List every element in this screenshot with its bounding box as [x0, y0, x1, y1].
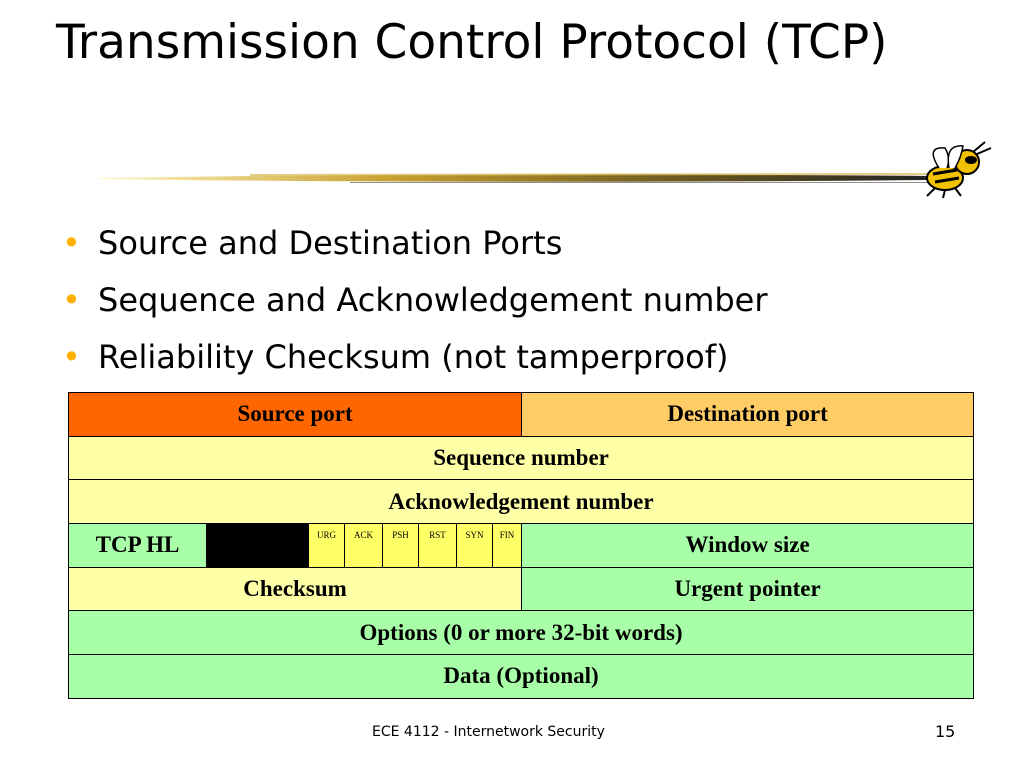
page-number: 15: [935, 722, 956, 741]
window-size-cell: Window size: [522, 524, 974, 568]
bullet-list: [62, 222, 768, 393]
title-underline-rule: [100, 170, 930, 186]
ack-number-cell: Acknowledgement number: [69, 480, 974, 524]
flag-urg-cell: URG: [309, 524, 345, 568]
slide-title: Transmission Control Protocol (TCP): [56, 15, 888, 70]
options-cell: Options (0 or more 32-bit words): [69, 611, 974, 655]
flag-psh-cell: PSH: [383, 524, 419, 568]
reserved-bits-cell: [207, 524, 309, 568]
bullet-dot-icon: •: [62, 224, 81, 262]
flag-rst-cell: RST: [419, 524, 457, 568]
bullet-item: • Source and Destination Ports: [62, 222, 768, 279]
flag-ack-cell: ACK: [345, 524, 383, 568]
data-cell: Data (Optional): [69, 655, 974, 699]
flag-syn-cell: SYN: [457, 524, 493, 568]
slide-footer: ECE 4112 - Internetwork Security: [372, 724, 605, 740]
sequence-number-cell: Sequence number: [69, 436, 974, 480]
source-port-cell: Source port: [69, 393, 522, 437]
destination-port-cell: Destination port: [522, 393, 974, 437]
bullet-item: • Sequence and Acknowledgement number: [62, 279, 768, 336]
yellow-jacket-mascot-icon: [915, 138, 995, 200]
bullet-item: • Reliability Checksum (not tamperproof): [62, 336, 768, 393]
checksum-cell: Checksum: [69, 567, 522, 611]
urgent-pointer-cell: Urgent pointer: [522, 567, 974, 611]
tcp-header-table: [68, 392, 974, 699]
flag-fin-cell: FIN: [493, 524, 522, 568]
bullet-dot-icon: •: [62, 338, 81, 376]
bullet-dot-icon: •: [62, 281, 81, 319]
tcp-hl-cell: TCP HL: [69, 524, 207, 568]
